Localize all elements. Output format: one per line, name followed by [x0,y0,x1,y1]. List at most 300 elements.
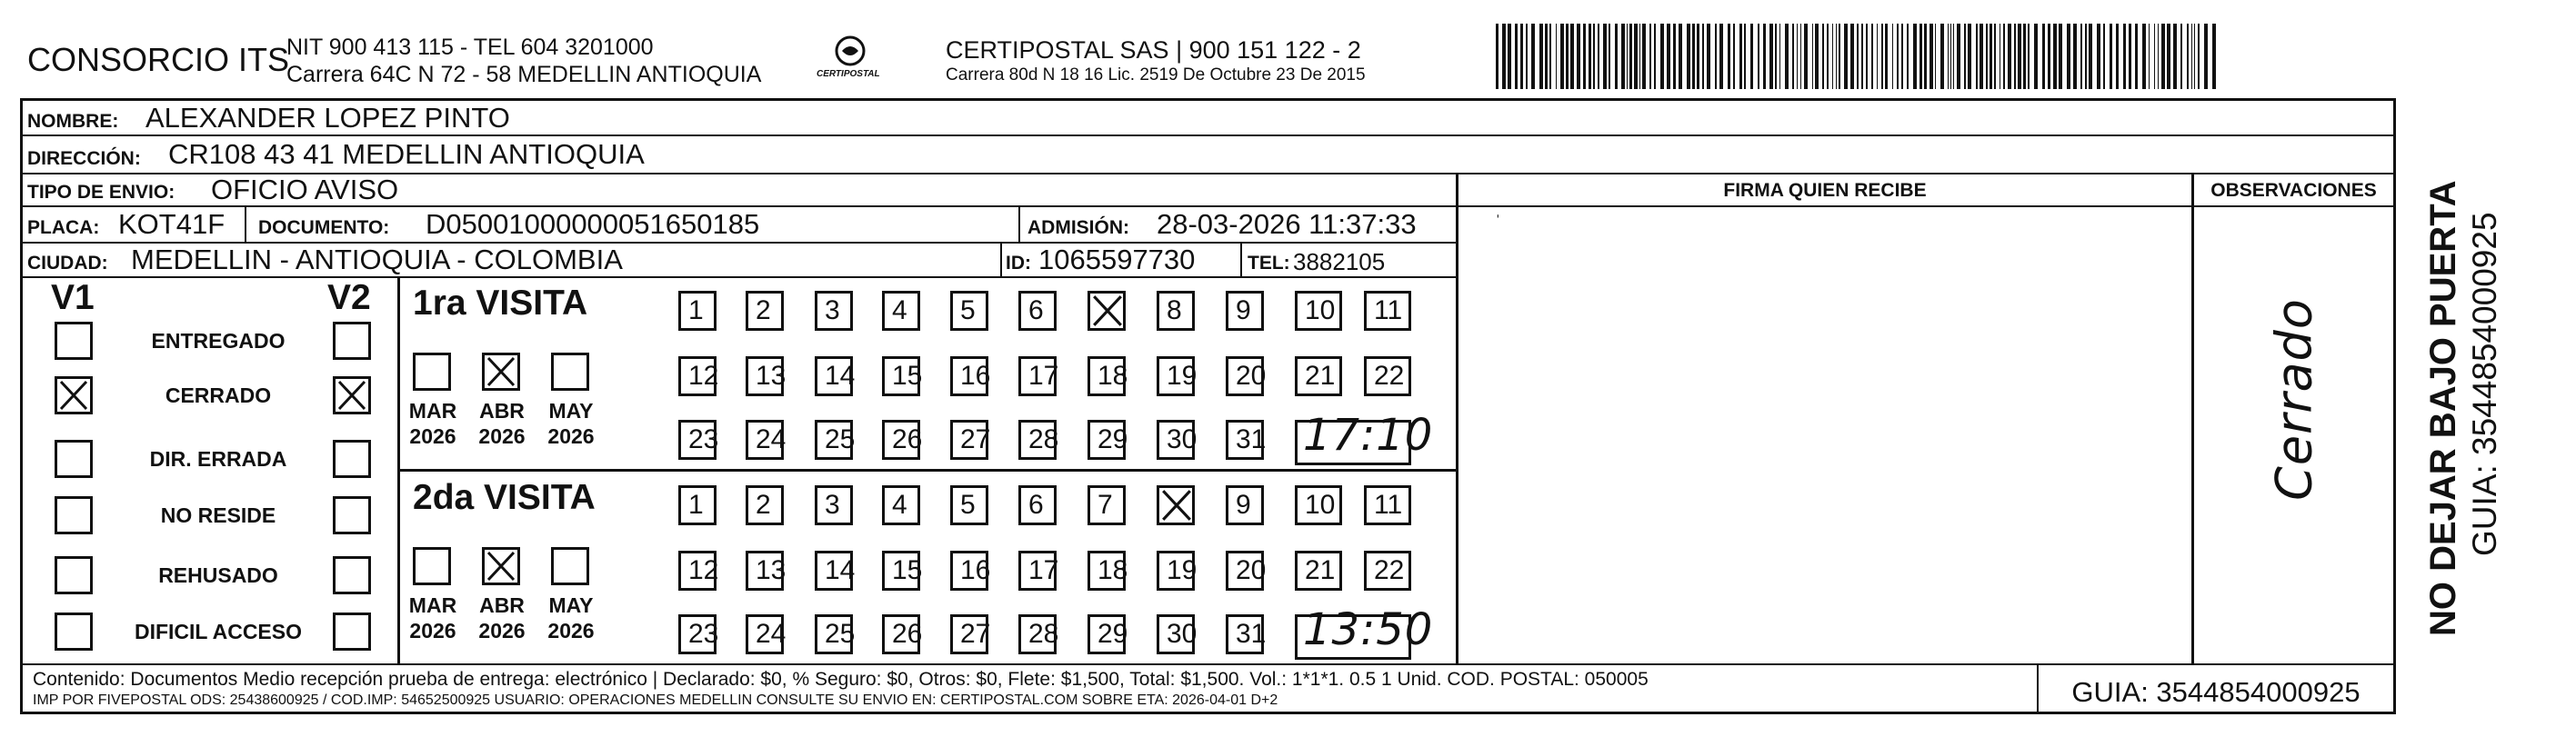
barcode-bar [1560,24,1564,89]
barcode-bar [2110,24,2112,89]
month-name: MAY [548,593,594,617]
day-number: 13 [756,361,787,391]
barcode-bar [1603,24,1607,89]
visit-title: 1ra VISITA [413,284,588,323]
shipment-type-label: TIPO DE ENVIO: [27,182,175,203]
day-box[interactable] [678,614,717,654]
barcode-bar [2103,24,2105,89]
barcode-bar [2042,24,2045,89]
barcode-bar [1940,24,1944,89]
month-label [544,398,598,449]
day-box[interactable] [815,485,853,525]
barcode-bar [2073,24,2077,89]
barcode-bar [2204,24,2208,89]
barcode-bar [1844,24,1848,89]
signature-header: FIRMA QUIEN RECIBE [1723,180,1927,201]
day-number: 5 [960,490,976,520]
barcode-bar [1881,24,1883,89]
tel-value: 3882105 [1293,248,1386,275]
certipostal-logo [809,33,891,87]
month-label [406,593,460,643]
status-v2-checkbox[interactable] [333,376,371,414]
day-number: 18 [1098,555,1128,585]
month-name: ABR [479,593,525,617]
logo-text: CERTIPOSTAL [817,69,880,79]
barcode-bar [1589,24,1591,89]
barcode-bar [1877,24,1878,89]
day-box[interactable] [882,291,920,331]
day-number: 15 [892,555,923,585]
status-v1-checkbox[interactable] [55,613,93,651]
day-box[interactable] [950,551,991,591]
day-box[interactable] [1088,420,1126,460]
barcode-bar [1839,24,1840,89]
day-box[interactable] [678,291,717,331]
day-box[interactable] [950,356,991,396]
status-v2-checkbox[interactable] [333,556,371,594]
recipient-name: ALEXANDER LOPEZ PINTO [145,102,510,134]
barcode-bar [1901,24,1903,89]
barcode-bar [1728,24,1730,89]
day-box[interactable] [882,551,923,591]
day-box[interactable] [746,485,784,525]
status-v2-checkbox[interactable] [333,322,371,360]
barcode-bar [1763,24,1766,89]
month-label [475,593,529,643]
barcode-bar [1919,24,1922,89]
status-v1-checkbox[interactable] [55,556,93,594]
barcode-bar [1986,24,1988,89]
barcode-bar [1980,24,1983,89]
barcode-bar [2097,24,2100,89]
day-box[interactable] [1295,485,1342,525]
plate-label: PLACA: [27,217,100,238]
month-year: 2026 [547,619,595,642]
day-box[interactable] [1088,291,1126,331]
barcode-bar [1822,24,1824,89]
barcode-bar [1929,24,1933,89]
day-number: 5 [960,295,976,325]
barcode-bar [1515,24,1518,89]
barcode-bar [1744,24,1746,89]
day-number: 25 [825,619,856,649]
day-box[interactable] [1088,551,1126,591]
day-number: 6 [1028,490,1044,520]
barcode-bar [1871,24,1873,89]
visit-time: 17:10 [1303,410,1434,461]
visit-time-box[interactable] [1295,604,1434,660]
day-number: 20 [1236,361,1267,391]
month-name: MAR [408,399,457,423]
day-box[interactable] [1364,356,1411,396]
day-number: 21 [1305,555,1336,585]
barcode-bar [2158,24,2159,89]
barcode-bar [1639,24,1640,89]
status-v2-checkbox[interactable] [333,440,371,478]
barcode-bar [1629,24,1632,89]
barcode-bar [1750,24,1753,89]
barcode-bar [2085,24,2087,89]
day-box[interactable] [1018,420,1057,460]
status-label: DIFICIL ACCESO [134,620,302,643]
barcode-bar [2008,24,2011,89]
barcode-bar [2018,24,2021,89]
day-box[interactable] [678,485,717,525]
side-guia: GUIA: 3544854000925 [2466,212,2503,556]
day-box[interactable] [1088,614,1126,654]
shipment-type: OFICIO AVISO [211,174,399,205]
status-v2-checkbox[interactable] [333,496,371,534]
day-box[interactable] [678,420,717,460]
day-box[interactable] [882,614,923,654]
v2-label: V2 [327,278,371,317]
barcode-bar [1733,24,1735,89]
barcode-bar [1739,24,1742,89]
name-label: NOMBRE: [27,111,119,132]
barcode-bar [2154,24,2155,89]
day-box[interactable] [1364,485,1411,525]
day-box[interactable] [678,356,717,396]
day-number: 14 [825,361,856,391]
day-number: 31 [1236,424,1267,454]
barcode-bar [1990,24,1992,89]
barcode-bar [1832,24,1833,89]
barcode-bar [1804,24,1808,89]
x-mark [1159,488,1194,523]
day-box[interactable] [1018,485,1057,525]
day-box[interactable] [1157,614,1198,654]
barcode-bar [1654,24,1656,89]
barcode-bar [1687,24,1690,89]
barcode-bar [1913,24,1917,89]
barcode-bar [1615,24,1618,89]
company-address: Carrera 64C N 72 - 58 MEDELLIN ANTIOQUIA [286,62,762,87]
day-box[interactable] [1088,485,1126,525]
barcode-bar [2198,24,2200,89]
day-box[interactable] [1364,291,1411,331]
day-number: 8 [1167,295,1182,325]
day-number: 30 [1167,619,1198,649]
month-checkbox[interactable] [482,547,520,585]
barcode-bar [1775,24,1777,89]
barcode-bar [1892,24,1893,89]
day-number: 6 [1028,295,1044,325]
day-box[interactable] [882,420,923,460]
barcode-bar [1642,24,1646,89]
barcode-bar [1673,24,1676,89]
visit-time-box[interactable] [1295,410,1434,465]
day-box[interactable] [1226,614,1267,654]
day-box[interactable] [882,356,923,396]
barcode-bar [1508,24,1511,89]
barcode-bar [1953,24,1954,89]
barcode-bar [1609,24,1610,89]
barcode-bar [1792,24,1794,89]
status-v1-checkbox[interactable] [55,496,93,534]
barcode-bar [1861,24,1863,89]
barcode-bar [1660,24,1664,89]
status-label: ENTREGADO [151,329,286,353]
observations-header: OBSERVACIONES [2210,180,2377,201]
barcode-bar [1556,24,1557,89]
day-box[interactable] [950,291,988,331]
month-name: ABR [479,399,525,423]
month-year: 2026 [409,424,456,448]
day-box[interactable] [950,420,991,460]
barcode-bar [1935,24,1936,89]
day-number: 16 [960,555,991,585]
day-box[interactable] [1226,291,1264,331]
status-label: DIR. ERRADA [149,447,287,471]
day-box[interactable] [1157,551,1198,591]
day-box[interactable] [746,551,787,591]
address-label: DIRECCIÓN: [27,148,141,169]
barcode-bar [1679,24,1682,89]
month-year: 2026 [409,619,456,642]
company-name: CONSORCIO ITS [27,41,290,78]
barcode-bar [2028,24,2030,89]
barcode-bar [2212,24,2216,89]
barcode-bar [1526,24,1528,89]
day-box[interactable] [1226,420,1267,460]
day-box[interactable] [746,420,787,460]
barcode-bar [2194,24,2195,89]
city-label: CIUDAD: [27,253,108,274]
day-number: 26 [892,424,923,454]
barcode-bar [1627,24,1628,89]
day-box[interactable] [1018,551,1057,591]
day-box[interactable] [1295,291,1342,331]
barcode-bar [2129,24,2131,89]
barcode-bar [1907,24,1909,89]
month-year: 2026 [478,619,526,642]
barcode-bar [1539,24,1543,89]
barcode-bar [1598,24,1599,89]
observations-area [2194,207,2393,663]
status-v2-checkbox[interactable] [333,613,371,651]
barcode-bar [1866,24,1868,89]
day-box[interactable] [1018,291,1057,331]
barcode-bar [1593,24,1595,89]
x-mark [57,379,90,412]
day-number: 12 [688,555,719,585]
barcode-bar [1715,24,1717,89]
day-box[interactable] [746,291,784,331]
barcode-bar [1531,24,1535,89]
x-mark [485,355,517,388]
barcode-bar [1850,24,1854,89]
barcode-bar [2053,24,2057,89]
day-number: 10 [1305,490,1336,520]
day-number: 19 [1167,361,1198,391]
day-number: 19 [1167,555,1198,585]
id-value: 1065597730 [1038,244,1196,275]
barcode-bar [2191,24,2192,89]
barcode-bar [2048,24,2050,89]
barcode-bar [1779,24,1780,89]
carrier-address: Carrera 80d N 18 16 Lic. 2519 De Octubre 23 De 2015 [946,65,1366,85]
observations-handwriting: Cerrado [2265,298,2323,501]
day-number: 22 [1374,555,1405,585]
barcode-bar [2180,24,2182,89]
visit-time: 13:50 [1303,604,1434,655]
day-number: 16 [960,361,991,391]
signature-area: ˈ [1495,213,1501,233]
day-number: 4 [892,490,907,520]
barcode-bar [1566,24,1569,89]
barcode-bar [2173,24,2177,89]
day-number: 20 [1236,555,1267,585]
day-number: 28 [1028,424,1059,454]
barcode-bar [2149,24,2150,89]
barcode-bar [1697,24,1699,89]
day-number: 17 [1028,555,1059,585]
day-box[interactable] [1157,356,1198,396]
day-box[interactable] [815,356,856,396]
day-number: 28 [1028,619,1059,649]
barcode-bar [2089,24,2092,89]
day-box[interactable] [1226,551,1267,591]
day-number: 22 [1374,361,1405,391]
barcode-bar [2116,24,2119,89]
day-box[interactable] [1295,356,1342,396]
month-label [475,398,529,449]
day-box[interactable] [815,614,856,654]
barcode-bar [2059,24,2062,89]
day-number: 9 [1236,295,1251,325]
day-box[interactable] [1295,551,1342,591]
barcode-bar [2135,24,2138,89]
barcode-bar [2034,24,2038,89]
day-number: 15 [892,361,923,391]
day-number: 23 [688,619,719,649]
day-number: 13 [756,555,787,585]
barcode-bar [1545,24,1548,89]
day-number: 14 [825,555,856,585]
barcode-bar [1649,24,1651,89]
day-box[interactable] [746,356,787,396]
barcode-bar [2003,24,2005,89]
barcode-bar [1800,24,1801,89]
plate-value: KOT41F [118,208,226,240]
month-checkbox[interactable] [551,353,589,391]
barcode-bar [1549,24,1551,89]
day-number: 30 [1167,424,1198,454]
v1-label: V1 [51,278,95,317]
month-checkbox[interactable] [551,547,589,585]
x-mark [485,550,517,583]
day-number: 23 [688,424,719,454]
day-box[interactable] [678,551,717,591]
tel-label: TEL: [1248,253,1290,274]
barcode-bar [1924,24,1927,89]
footer-guia: GUIA: 3544854000925 [2071,676,2360,708]
barcode-bar [1758,24,1759,89]
day-box[interactable] [1157,420,1198,460]
status-v1-checkbox[interactable] [55,440,93,478]
day-box[interactable] [882,485,920,525]
barcode-bar [1836,24,1837,89]
barcode-bar [1520,24,1523,89]
day-number: 1 [688,490,704,520]
barcode-bar [1885,24,1888,89]
day-box[interactable] [1157,485,1195,525]
day-box[interactable] [746,614,787,654]
barcode-bar [1968,24,1971,89]
month-checkbox[interactable] [413,353,451,391]
status-v1-checkbox[interactable] [55,322,93,360]
day-number: 25 [825,424,856,454]
barcode-bar [2123,24,2126,89]
barcode-bar [2161,24,2165,89]
day-number: 2 [756,490,771,520]
barcode-bar [2023,24,2026,89]
day-box[interactable] [1088,356,1126,396]
barcode-bar [1897,24,1899,89]
barcode-bar [2067,24,2070,89]
footer-line-1: Contenido: Documentos Medio recepción prueba de entrega: electrónico | Declarado: $0, % Seguro: $0, Otros: $0, Flete: $1,500, Total: $1,500. Vol.: 1*1*1. 0.5 1 Unid. COD. POSTAL: 050005 [33,669,1649,690]
footer-line-2: IMP POR FIVEPOSTAL ODS: 25438600925 / COD.IMP: 54652500925 USUARIO: OPERACIONES MEDELLIN CONSULTE SU ENVIO EN: CERTIPOSTAL.COM SOBRE ETA: 2026-04-01 D+2 [33,692,1278,708]
day-box[interactable] [950,614,991,654]
day-box[interactable] [1226,485,1264,525]
day-number: 17 [1028,361,1059,391]
barcode-bar [1496,24,1498,89]
day-number: 9 [1236,490,1251,520]
day-box[interactable] [815,420,856,460]
day-number: 31 [1236,619,1267,649]
document-label: DOCUMENTO: [258,217,390,238]
admission-value: 28-03-2026 11:37:33 [1157,208,1417,240]
barcode-bar [2142,24,2146,89]
barcode-bar [1950,24,1951,89]
day-box[interactable] [1018,614,1057,654]
day-box[interactable] [1157,291,1195,331]
barcode-bar [1957,24,1960,89]
barcode-bar [1667,24,1670,89]
barcode-bar [1976,24,1978,89]
x-mark [1090,294,1125,328]
company-nit: NIT 900 413 115 - TEL 604 3201000 [286,35,654,60]
day-number: 11 [1374,490,1403,520]
visit-title: 2da VISITA [413,478,596,517]
month-checkbox[interactable] [482,353,520,391]
barcode-bar [1857,24,1859,89]
day-number: 2 [756,295,771,325]
barcode-bar [1964,24,1966,89]
day-box[interactable] [1018,356,1057,396]
day-box[interactable] [1364,551,1411,591]
day-number: 24 [756,424,787,454]
month-checkbox[interactable] [413,547,451,585]
day-number: 26 [892,619,923,649]
month-name: MAY [548,399,594,423]
document-value: D05001000000051650185 [426,208,760,240]
barcode-bar [1994,24,1996,89]
id-label: ID: [1006,253,1031,274]
status-v1-checkbox[interactable] [55,376,93,414]
day-box[interactable] [815,551,856,591]
month-name: MAR [408,593,457,617]
day-number: 11 [1374,295,1403,325]
day-box[interactable] [950,485,988,525]
barcode-bar [1634,24,1638,89]
barcode-bar [2187,24,2189,89]
day-number: 3 [825,295,840,325]
barcode-bar [1719,24,1723,89]
day-box[interactable] [1226,356,1267,396]
day-number: 3 [825,490,840,520]
day-box[interactable] [815,291,853,331]
